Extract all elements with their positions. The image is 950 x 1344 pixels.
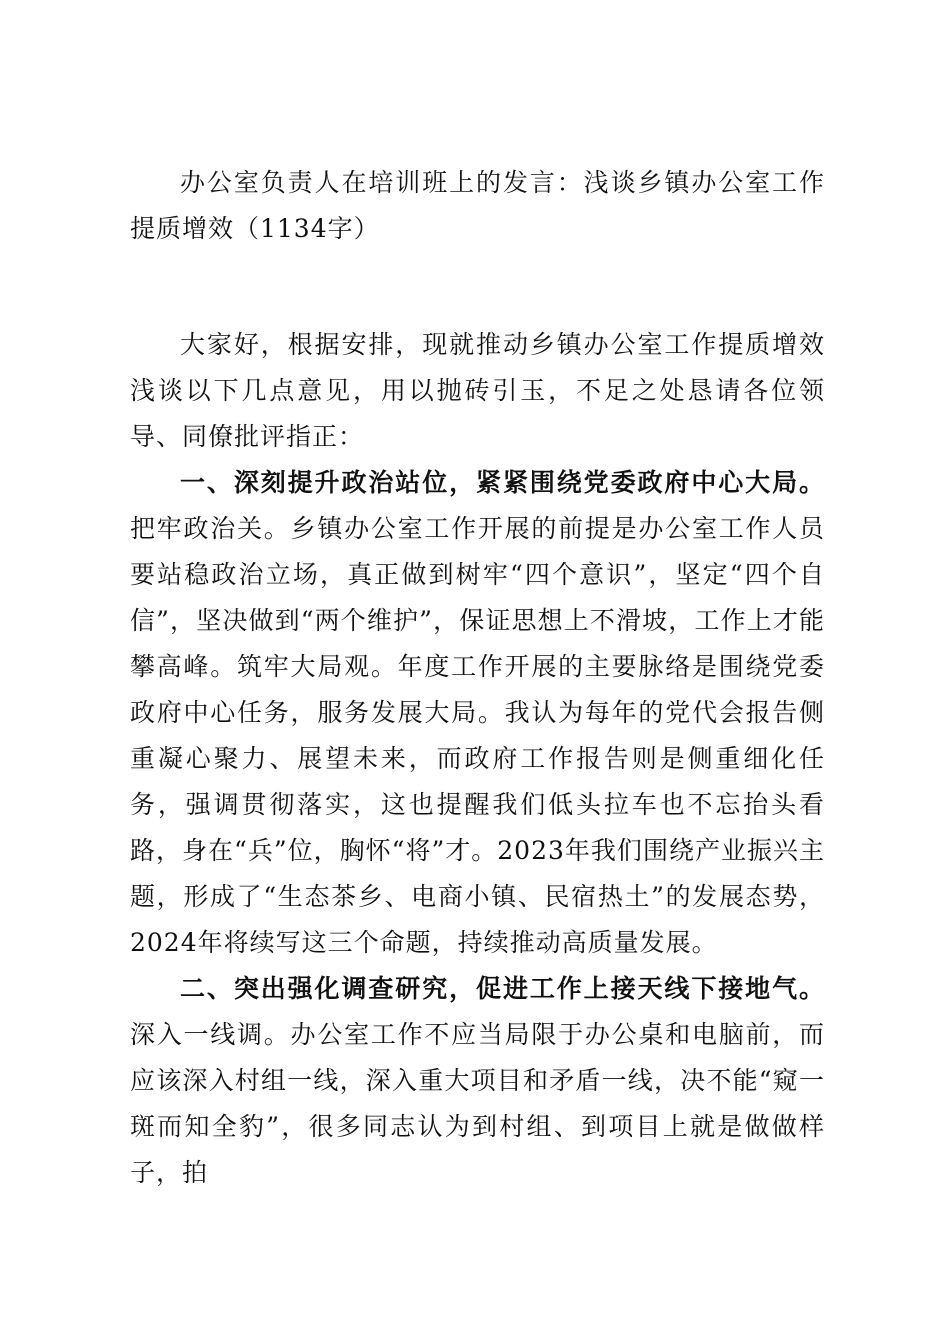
section-heading: 二、突出强化调查研究，促进工作上接天线下接地气。 [180,974,825,1003]
intro-paragraph [130,322,825,460]
section-two-paragraph [130,966,825,1196]
paragraph-text: 深入一线调。办公室工作不应当局限于办公桌和电脑前，而应该深入村组一线，深入重大项目和矛盾一线，决不能“窥一斑而知全豹”，很多同志认为到村组、到项目上就是做做样子，拍 [130,1020,825,1187]
paragraph-text: 大家好，根据安排，现就推动乡镇办公室工作提质增效浅谈以下几点意见，用以抛砖引玉，不足之处恳请各位领导、同僚批评指正： [130,330,825,451]
section-heading: 一、深刻提升政治站位，紧紧围绕党委政府中心大局。 [180,468,825,497]
document-title: 办公室负责人在培训班上的发言：浅谈乡镇办公室工作提质增效（1134字） [130,168,825,243]
section-one-paragraph [130,460,825,966]
document-body [130,322,825,1196]
paragraph-text: 把牢政治关。乡镇办公室工作开展的前提是办公室工作人员要站稳政治立场，真正做到树牢“四个意识”，坚定“四个自信”，坚决做到“两个维护”，保证思想上不滑坡，工作上才能攀高峰。筑牢大局观。年度工作开展的主要脉络是围绕党委政府中心任务，服务发展大局。我认为每年的党代会报告侧重凝心聚力、展望未来，而政府工作报告则是侧重细化任务，强调贯彻落实，这也提醒我们低头拉车也不忘抬头看路，身在“兵”位，胸怀“将”才。2023年我们围绕产业振兴主题，形成了“生态茶乡、电商小镇、民宿热土”的发展态势，2024年将续写这三个命题，持续推动高质量发展。 [130,514,825,957]
